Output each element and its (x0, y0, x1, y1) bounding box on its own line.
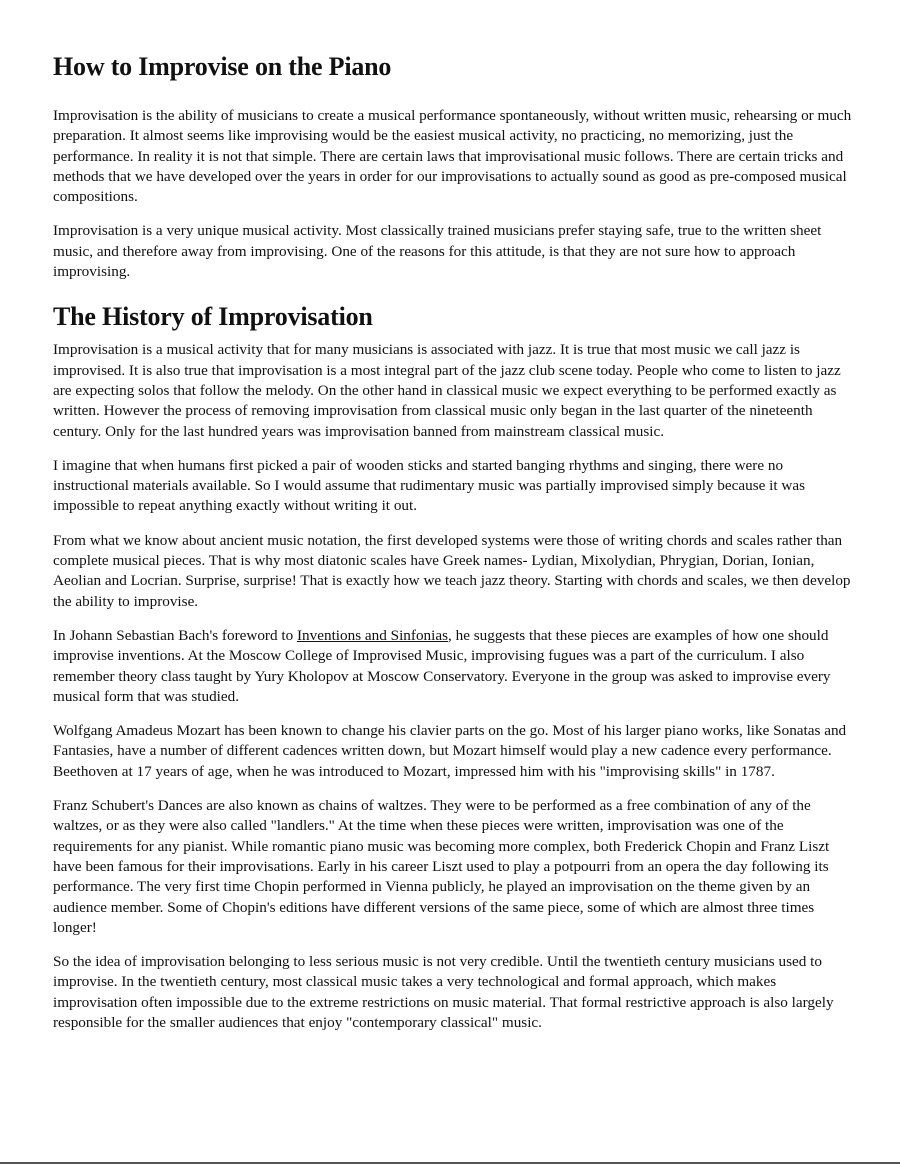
history-paragraph-bach (53, 626, 853, 707)
history-paragraph-2: I imagine that when humans first picked a pair of wooden sticks and started banging rhythms and singing, there were no instructional materials available. So I would assume that rudimentary music was partially improvised simply because it was impossible to repeat anything exactly without writing it out. (53, 456, 806, 515)
history-paragraph-schubert: Franz Schubert's Dances are also known as chains of waltzes. They were to be performed as a free combination of any of the waltzes, or as they were also called "landlers." At the time when these pieces were written, improvisation was one of the requirements for any pianist. While romantic piano music was becoming more complex, both Frederick Chopin and Franz Liszt have been famous for their improvisations. Early in his career Liszt used to play a potpourri from an opera the day following its performance. The very first time Chopin performed in Vienna publicly, he played an improvisation on the theme given by an audience member. Some of Chopin's editions have different versions of the same piece, some of which are almost three times longer! (53, 797, 830, 936)
document-page (53, 52, 853, 1047)
history-paragraph-3: From what we know about ancient music notation, the first developed systems were those of writing chords and scales rather than complete musical pieces. That is why most diatonic scales have Greek names- Lydian, Mixolydian, Phrygian, Dorian, Ionian, Aeolian and Locrian. Surprise, surprise! That is exactly how we teach jazz theory. Starting with chords and scales, we then develop the ability to improvise. (53, 531, 851, 610)
bach-text-after: , he suggests that these pieces are examples of how one should improvise inventions. At the Moscow College of Improvised Music, improvising fugues was a part of the curriculum. I also remember theory class taught by Yury Kholopov at Moscow Conservatory. Everyone in the group was asked to improvise every musical form that was studied. (53, 626, 831, 705)
section-heading-history: The History of Improvisation (53, 302, 373, 332)
history-paragraph-1: Improvisation is a musical activity that for many musicians is associated with jazz. It is true that most music we call jazz is improvised. It is also true that improvisation is a most integral part of the jazz club scene today. People who come to listen to jazz are expecting solos that follow the melody. On the other hand in classical music we expect everything to be performed exactly as written. However the process of removing improvisation from classical music only began in the last quarter of the nineteenth century. Only for the last hundred years was improvisation banned from mainstream classical music. (53, 341, 841, 440)
inventions-and-sinfonias-link[interactable]: Inventions and Sinfonias (297, 626, 449, 644)
history-paragraph-conclusion: So the idea of improvisation belonging to less serious music is not very credible. Until the twentieth century musicians used to improvise. In the twentieth century, most classical music takes a very technological and formal approach, which makes improvisation often impossible due to the extreme restrictions on music material. That formal restrictive approach is also largely responsible for the smaller audiences that enjoy "contemporary classical" music. (53, 953, 834, 1031)
bach-text-before: In Johann Sebastian Bach's foreword to (53, 626, 297, 644)
page-title: How to Improvise on the Piano (53, 52, 392, 81)
intro-paragraph-1: Improvisation is the ability of musicians to create a musical performance spontaneously, without written music, rehearsing or much preparation. It almost seems like improvising would be the easiest musical activity, no practicing, no memorizing, just the performance. In reality it is not that simple. There are certain laws that improvisational music follows. There are certain tricks and methods that we have developed over the years in order for our improvisations to actually sound as good as pre-composed musical compositions. (53, 107, 852, 206)
history-paragraph-mozart: Wolfgang Amadeus Mozart has been known to change his clavier parts on the go. Most of his larger piano works, like Sonatas and Fantasies, have a number of different cadences written down, but Mozart himself would play a new cadence every performance. Beethoven at 17 years of age, when he was introduced to Mozart, impressed him with his "improvising skills" in 1787. (53, 722, 847, 780)
intro-paragraph-2: Improvisation is a very unique musical activity. Most classically trained musicians prefer staying safe, true to the written sheet music, and therefore away from improvising. One of the reasons for this attitude, is that they are not sure how to approach improvising. (53, 222, 822, 281)
